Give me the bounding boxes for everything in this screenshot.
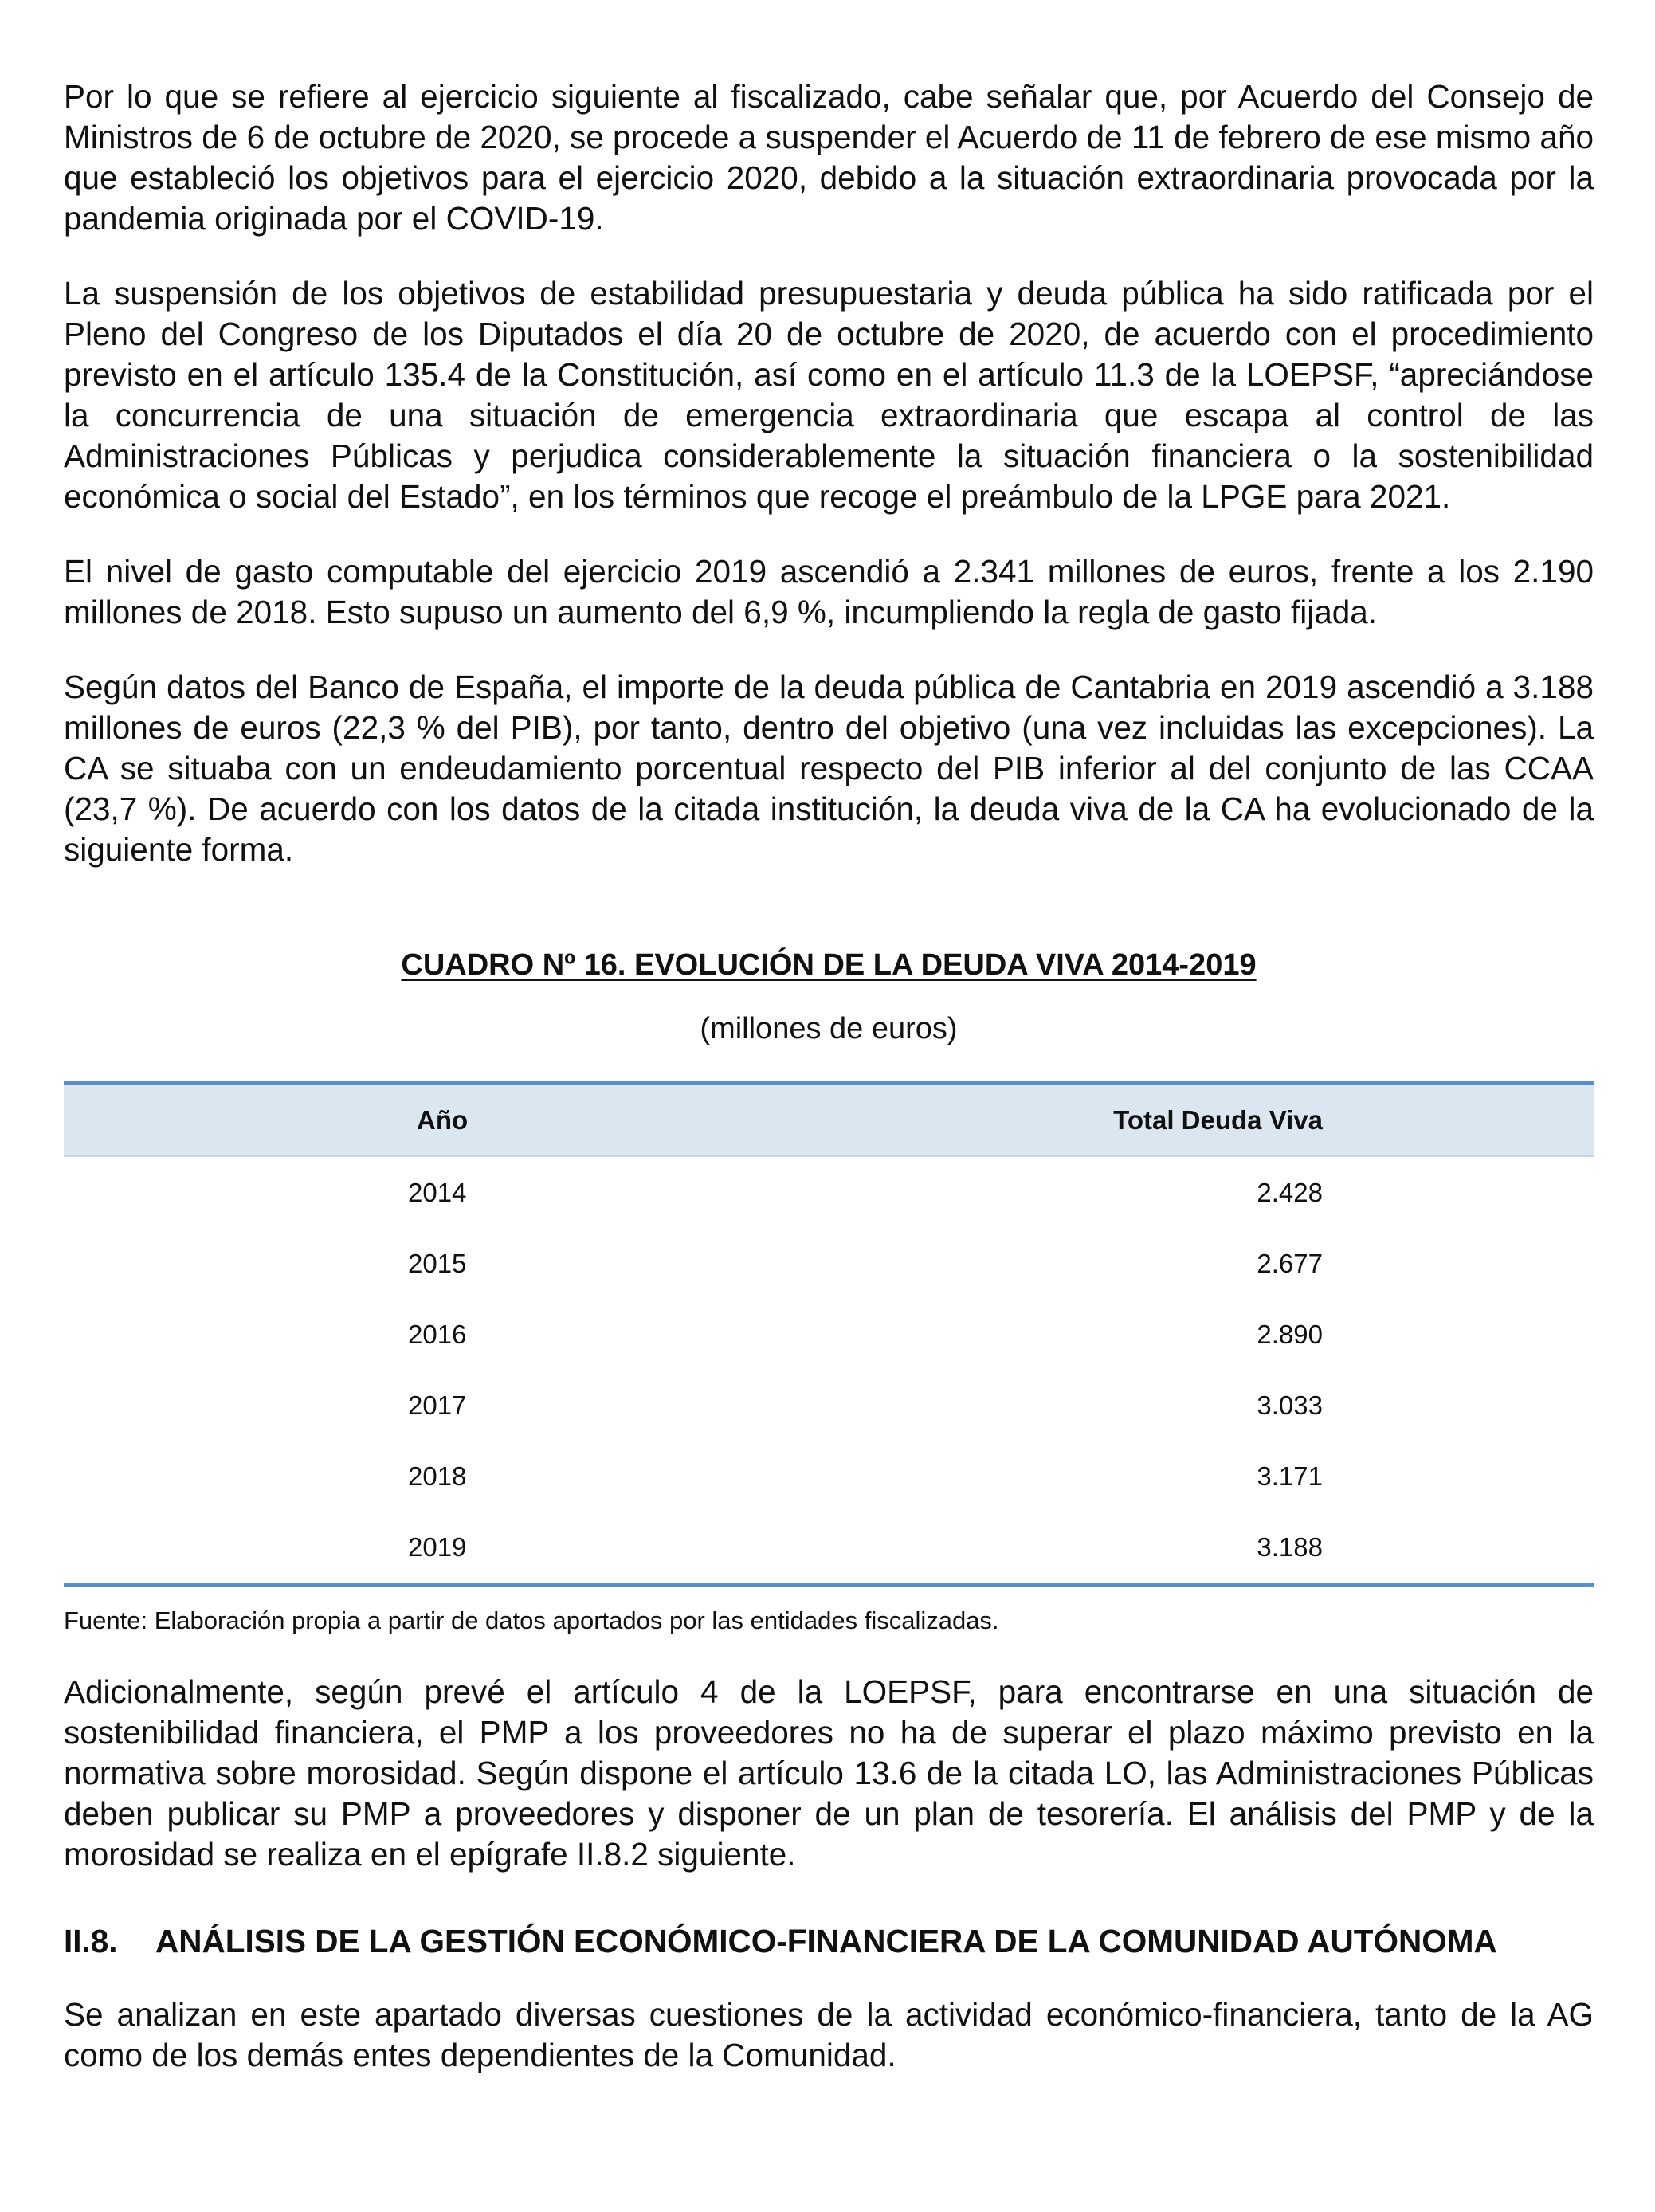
column-header-year: Año [64, 1083, 821, 1156]
table-title: CUADRO Nº 16. EVOLUCIÓN DE LA DEUDA VIVA 2014-2019 [401, 948, 1257, 982]
cell-total-debt: 2.890 [1257, 1319, 1323, 1349]
section-number: II.8. [64, 1923, 118, 1959]
table-row [64, 1441, 1594, 1512]
paragraph-congress-ratification: La suspensión de los objetivos de estabilidad presupuestaria y deuda pública ha sido ratificada por el Pleno del Congreso de los Diputados el día 20 de octubre de 2020, de acuerdo con el procedimiento previsto en el artículo 135.4 de la Constitución, así como en el artículo 11.3 de la LOEPSF, “apreciándose la concurrencia de una situación de emergencia extraordinaria que escapa al control de las Administraciones Públicas y perjudica considerablemente la situación financiera o la sostenibilidad económica o social del Estado”, en los términos que recoge el preámbulo de la LPGE para 2021. [64, 275, 1594, 515]
table-row [64, 1299, 1594, 1370]
table-row [64, 1512, 1594, 1585]
cell-year: 2019 [64, 1512, 821, 1585]
table-row [64, 1156, 1594, 1228]
cell-total-debt: 3.188 [821, 1512, 1594, 1585]
section-heading [64, 1921, 1594, 1961]
cell-year: 2017 [408, 1390, 467, 1420]
cell-total-debt: 2.677 [1257, 1248, 1323, 1278]
column-header-total-debt: Total Deuda Viva [821, 1083, 1594, 1156]
table-row [64, 1370, 1594, 1441]
table-row [64, 1228, 1594, 1299]
cell-total-debt: 3.171 [1257, 1461, 1323, 1491]
debt-evolution-table [64, 1081, 1594, 1587]
cell-year: 2015 [408, 1248, 467, 1278]
document-page [64, 76, 1594, 2076]
table-subtitle: (millones de euros) [700, 1012, 958, 1045]
paragraph-average-payment-period: Adicionalmente, según prevé el artículo 4 de la LOEPSF, para encontrarse en una situación de sostenibilidad financiera, el PMP a los proveedores no ha de superar el plazo máximo previsto en la normativa sobre morosidad. Según dispone el artículo 13.6 de la citada LO, las Administraciones Públicas deben publicar su PMP a proveedores y disponer de un plan de tesorería. El análisis del PMP y de la morosidad se realiza en el epígrafe II.8.2 siguiente. [64, 1673, 1594, 1873]
paragraph-computable-spending: El nivel de gasto computable del ejercicio 2019 ascendió a 2.341 millones de euros, frente a los 2.190 millones de 2018. Esto supuso un aumento del 6,9 %, incumpliendo la regla de gasto fijada. [64, 553, 1594, 630]
table-header-row [64, 1083, 1594, 1156]
paragraph-public-debt: Según datos del Banco de España, el importe de la deuda pública de Cantabria en 2019 ascendió a 3.188 millones de euros (22,3 % del PIB), por tanto, dentro del objetivo (una vez incluidas las excepciones). La CA se situaba con un endeudamiento porcentual respecto del PIB inferior al del conjunto de las CCAA (23,7 %). De acuerdo con los datos de la citada institución, la deuda viva de la CA ha evolucionado de la siguiente forma. [64, 669, 1594, 868]
table-source-note: Fuente: Elaboración propia a partir de datos aportados por las entidades fiscalizadas. [64, 1606, 999, 1634]
cell-year: 2018 [408, 1461, 467, 1491]
paragraph-covid-suspension: Por lo que se refiere al ejercicio siguiente al fiscalizado, cabe señalar que, por Acuerdo del Consejo de Ministros de 6 de octubre de 2020, se procede a suspender el Acuerdo de 11 de febrero de ese mismo año que estableció los objetivos para el ejercicio 2020, debido a la situación extraordinaria provocada por la pandemia originada por el COVID-19. [64, 78, 1594, 237]
section-title: ANÁLISIS DE LA GESTIÓN ECONÓMICO-FINANCIERA DE LA COMUNIDAD AUTÓNOMA [155, 1923, 1497, 1959]
cell-total-debt: 2.428 [1257, 1177, 1323, 1207]
cell-year: 2014 [408, 1177, 467, 1207]
cell-year: 2016 [408, 1319, 467, 1349]
cell-total-debt: 3.033 [1257, 1390, 1323, 1420]
paragraph-section-intro: Se analizan en este apartado diversas cuestiones de la actividad económico-financiera, tanto de la AG como de los demás entes dependientes de la Comunidad. [64, 1996, 1594, 2073]
